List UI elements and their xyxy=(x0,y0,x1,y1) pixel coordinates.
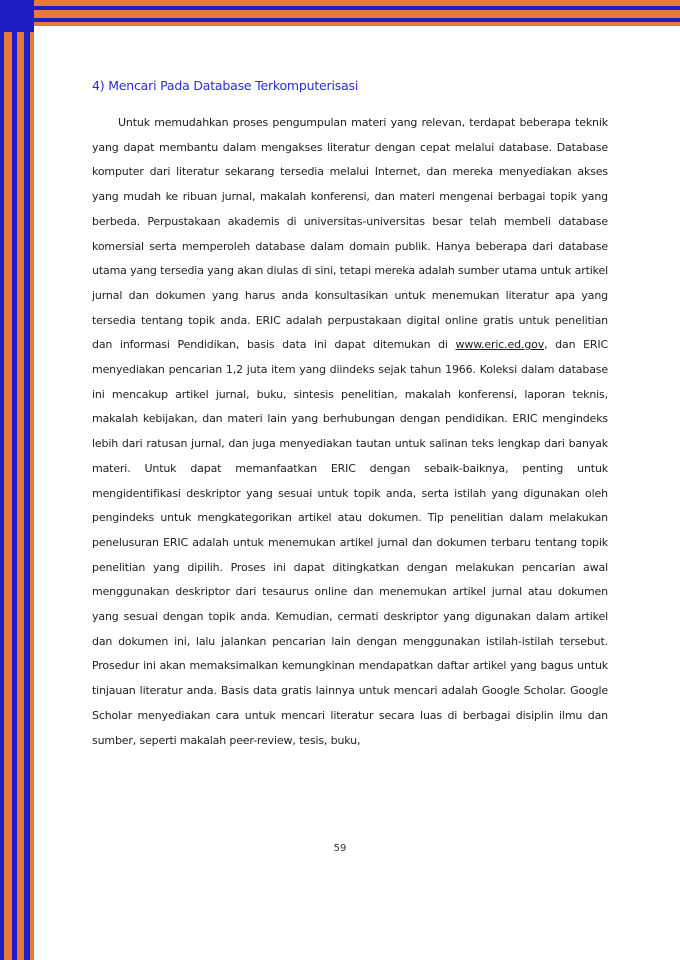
paragraph-text-before-link: Untuk memudahkan proses pengumpulan materi yang relevan, terdapat beberapa teknik yang dapat membantu dalam mengakses literatur dengan cepat melalui database. Database komputer dari literatur sekarang tersedia melalui Internet, dan mereka menyediakan akses yang mudah ke ribuan jurnal, makalah konferensi, dan materi mengenai berbagai topik yang berbeda. Perpustakaan akademis di universitas-universitas besar telah membeli database komersial serta memperoleh database dalam domain publik. Hanya beberapa dari database utama yang tersedia yang akan diulas di sini, tetapi mereka adalah sumber utama untuk artikel jurnal dan dokumen yang harus anda konsultasikan untuk menemukan literatur apa yang tersedia tentang topik anda. ERIC adalah perpustakaan digital online gratis untuk penelitian dan informasi Pendidikan, basis data ini dapat ditemukan di xyxy=(92,116,608,352)
page-content xyxy=(92,78,608,753)
left-border-orange-1 xyxy=(4,0,12,960)
paragraph-text-after-link: , dan ERIC menyediakan pencarian 1,2 juta item yang diindeks sejak tahun 1966. Koleksi dalam database ini mencakup artikel jurnal, buku, sintesis penelitian, makalah konferensi, laporan teknis, makalah kebijakan, dan materi lain yang berhubungan dengan pendidikan. ERIC mengindeks lebih dari ratusan jurnal, dan juga menyediakan tautan untuk salinan teks lengkap dari banyak materi. Untuk dapat memanfaatkan ERIC dengan sebaik-baiknya, penting untuk mengidentifikasi deskriptor yang sesuai untuk topik anda, serta istilah yang digunakan oleh pengindeks untuk mengkategorikan artikel atau dokumen. Tip penelitian dalam melakukan penelusuran ERIC adalah untuk menemukan artikel jurnal dan dokumen terbaru tentang topik penelitian yang dipilih. Proses ini dapat ditingkatkan dengan melakukan pencarian awal menggunakan deskriptor dari tesaurus online dan menemukan artikel jurnal atau dokumen yang sesuai dengan topik anda. Kemudian, cermati deskriptor yang digunakan dalam artikel dan dokumen ini, lalu jalankan pencarian lain dengan menggunakan istilah-istilah tersebut. Prosedur ini akan memaksimalkan kemungkinan mendapatkan daftar artikel yang bagus untuk tinjauan literatur anda. Basis data gratis lainnya untuk mencari adalah Google Scholar. Google Scholar menyediakan cara untuk mencari literatur secara luas di berbagai disiplin ilmu dan sumber, seperti makalah peer-review, tesis, buku, xyxy=(92,338,609,747)
corner-block xyxy=(0,0,34,32)
left-border-orange-3 xyxy=(30,0,34,960)
body-paragraph xyxy=(92,111,608,753)
left-border-orange-2 xyxy=(17,0,24,960)
section-heading: 4) Mencari Pada Database Terkomputerisasi xyxy=(92,78,359,93)
eric-link[interactable]: www.eric.ed.gov xyxy=(455,338,545,352)
top-border-orange-2 xyxy=(0,10,680,18)
top-border-orange-3 xyxy=(0,22,680,26)
page-number: 59 xyxy=(333,843,347,854)
